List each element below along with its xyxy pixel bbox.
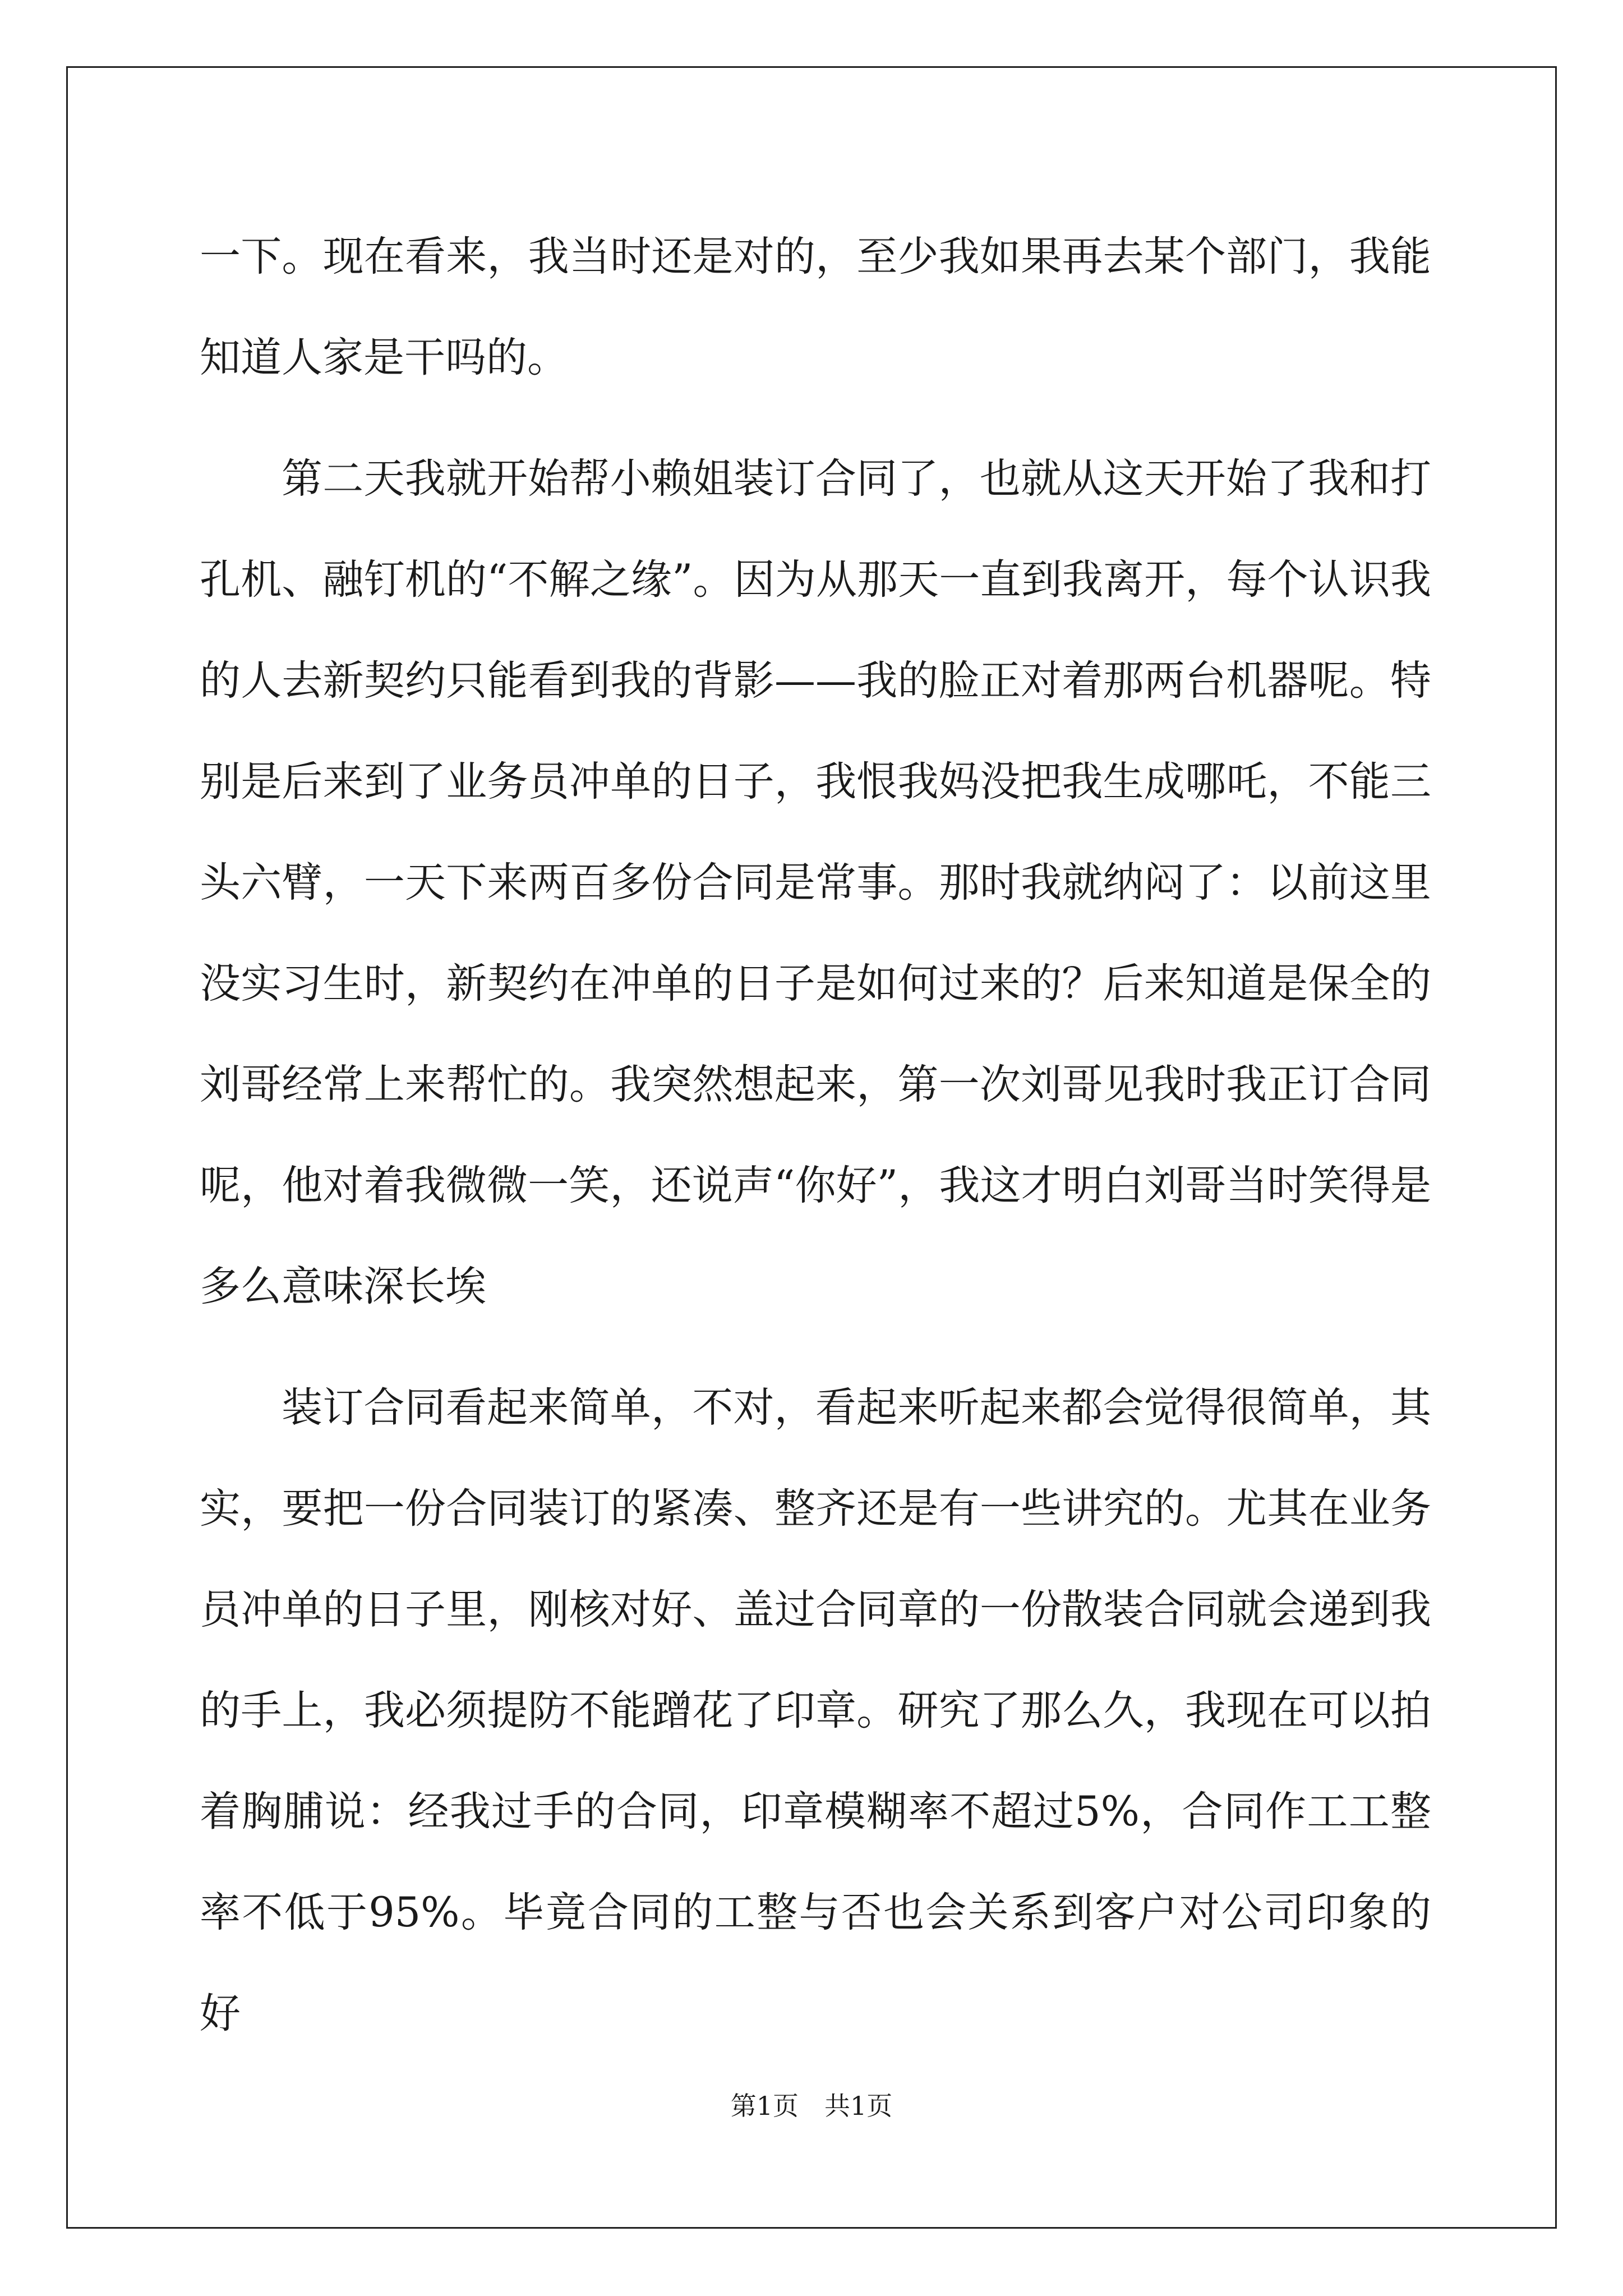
paragraph-binding-quality: 装订合同看起来简单，不对，看起来听起来都会觉得很简单，其实，要把一份合同装订的紧凑、整齐还是有一些讲究的。尤其在业务员冲单的日子里，刚核对好、盖过合同章的一份散装合同就会递到我的手上，我必须提防不能蹭花了印章。研究了那么久，我现在可以拍着胸脯说：经我过手的合同，印章模糊率不超过5%，合同作工工整率不低于95%。毕竟合同的工整与否也会关系到客户对公司印象的好 [200, 1384, 1431, 2037]
paragraph-contract-binding: 第二天我就开始帮小赖姐装订合同了，也就从这天开始了我和打孔机、融钉机的“不解之缘”。因为从那天一直到我离开，每个认识我的人去新契约只能看到我的背影——我的脸正对着那两台机器呢。特别是后来到了业务员冲单的日子，我恨我妈没把我生成哪吒，不能三头六臂，一天下来两百多份合同是常事。那时我就纳闷了：以前这里没实习生时，新契约在冲单的日子是如何过来的？后来知道是保全的刘哥经常上来帮忙的。我突然想起来，第一次刘哥见我时我正订合同呢，他对着我微微一笑，还说声“你好”，我这才明白刘哥当时笑得是多么意味深长埃 [200, 455, 1431, 1310]
paragraph-continuation: 一下。现在看来，我当时还是对的，至少我如果再去某个部门，我能知道人家是干吗的。 [200, 233, 1431, 381]
page-footer: 第1页 共1页 [730, 2091, 893, 2121]
document-body [200, 206, 1431, 2064]
